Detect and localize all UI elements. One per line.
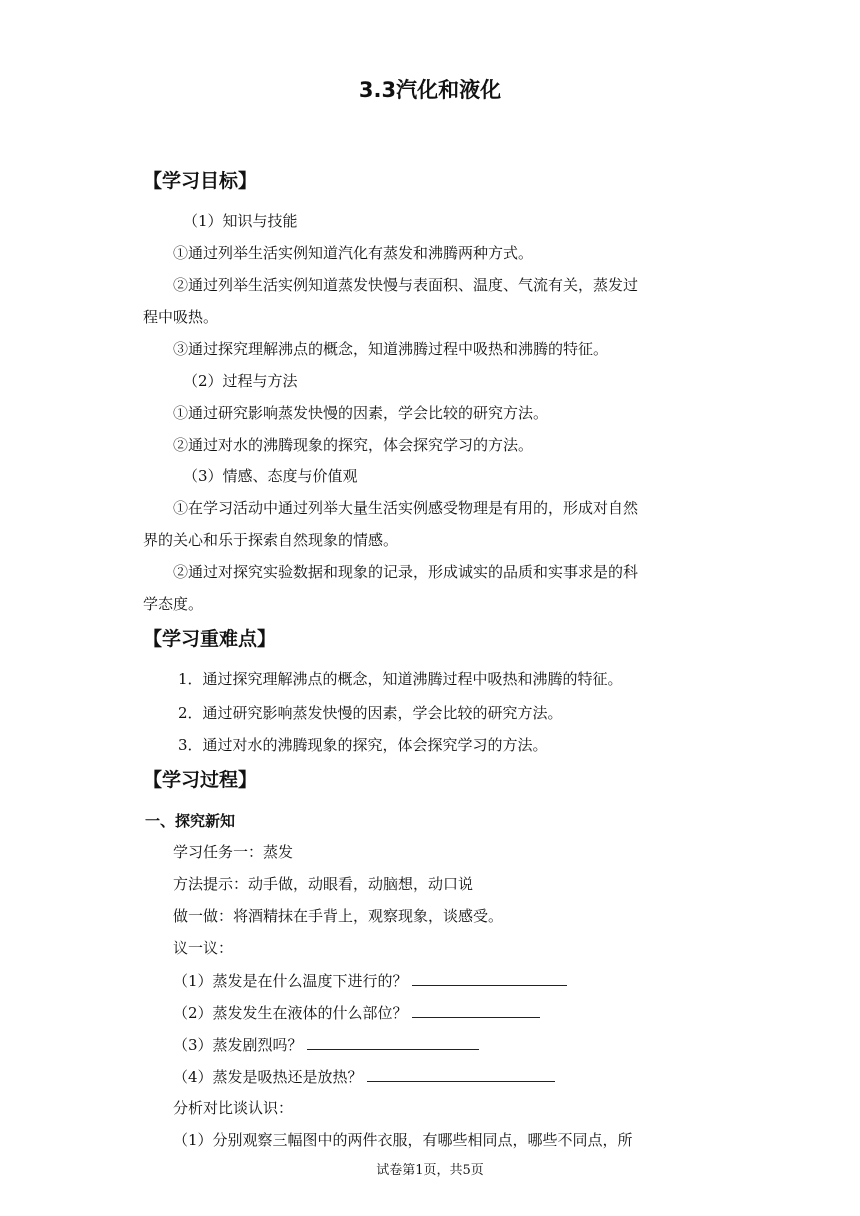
goal-emotion-2a: ②通过对探究实验数据和现象的记录，形成诚实的品质和实事求是的科 — [173, 563, 639, 581]
goal-knowledge-2b: 程中吸热。 — [143, 308, 219, 326]
answer-blank-2[interactable] — [412, 1002, 540, 1018]
goal-emotion-1a: ①在学习活动中通过列举大量生活实例感受物理是有用的，形成对自然 — [173, 499, 639, 517]
method-hint: 方法提示：动手做，动眼看，动脑想，动口说 — [173, 875, 474, 893]
key-point-3: 3．通过对水的沸腾现象的探究，体会探究学习的方法。 — [178, 736, 548, 754]
question-2-text: （2）蒸发发生在液体的什么部位？ — [173, 1004, 408, 1022]
goal-knowledge-3: ③通过探究理解沸点的概念，知道沸腾过程中吸热和沸腾的特征。 — [173, 340, 609, 358]
goal-heading-emotion: （3）情感、态度与价值观 — [183, 467, 358, 485]
question-3-text: （3）蒸发剧烈吗？ — [173, 1036, 303, 1054]
section-heading-key-points: 【学习重难点】 — [143, 628, 277, 650]
goal-process-2: ②通过对水的沸腾现象的探究，体会探究学习的方法。 — [173, 436, 534, 454]
goal-process-1: ①通过研究影响蒸发快慢的因素，学会比较的研究方法。 — [173, 404, 549, 422]
question-4 — [173, 1066, 555, 1087]
section-heading-goals: 【学习目标】 — [143, 170, 258, 192]
question-2 — [173, 1002, 540, 1023]
part-heading-explore: 一、探究新知 — [145, 812, 236, 830]
discuss-label: 议一议： — [173, 939, 234, 957]
page-footer: 试卷第1页，共5页 — [376, 1163, 484, 1178]
key-point-1: 1．通过探究理解沸点的概念，知道沸腾过程中吸热和沸腾的特征。 — [178, 670, 623, 688]
key-point-2: 2．通过研究影响蒸发快慢的因素，学会比较的研究方法。 — [178, 704, 563, 722]
goal-knowledge-2a: ②通过列举生活实例知道蒸发快慢与表面积、温度、气流有关，蒸发过 — [173, 276, 639, 294]
analysis-label: 分析对比谈认识： — [173, 1099, 294, 1117]
goal-emotion-1b: 界的关心和乐于探索自然现象的情感。 — [143, 531, 399, 549]
section-heading-process: 【学习过程】 — [143, 769, 258, 791]
question-3 — [173, 1034, 479, 1055]
question-4-text: （4）蒸发是吸热还是放热？ — [173, 1068, 363, 1086]
page-title: 3.3汽化和液化 — [358, 78, 502, 102]
goal-knowledge-1: ①通过列举生活实例知道汽化有蒸发和沸腾两种方式。 — [173, 244, 534, 262]
answer-blank-4[interactable] — [367, 1066, 555, 1082]
answer-blank-3[interactable] — [307, 1034, 479, 1050]
analysis-question-1: （1）分别观察三幅图中的两件衣服，有哪些相同点，哪些不同点，所 — [173, 1131, 633, 1149]
goal-heading-process: （2）过程与方法 — [183, 372, 298, 390]
question-1-text: （1）蒸发是在什么温度下进行的？ — [173, 972, 408, 990]
question-1 — [173, 970, 567, 991]
task-title: 学习任务一：蒸发 — [173, 843, 294, 861]
goal-emotion-2b: 学态度。 — [143, 595, 204, 613]
goal-heading-knowledge: （1）知识与技能 — [183, 212, 298, 230]
activity-doit: 做一做：将酒精抹在手背上，观察现象，谈感受。 — [173, 907, 504, 925]
answer-blank-1[interactable] — [412, 970, 567, 986]
